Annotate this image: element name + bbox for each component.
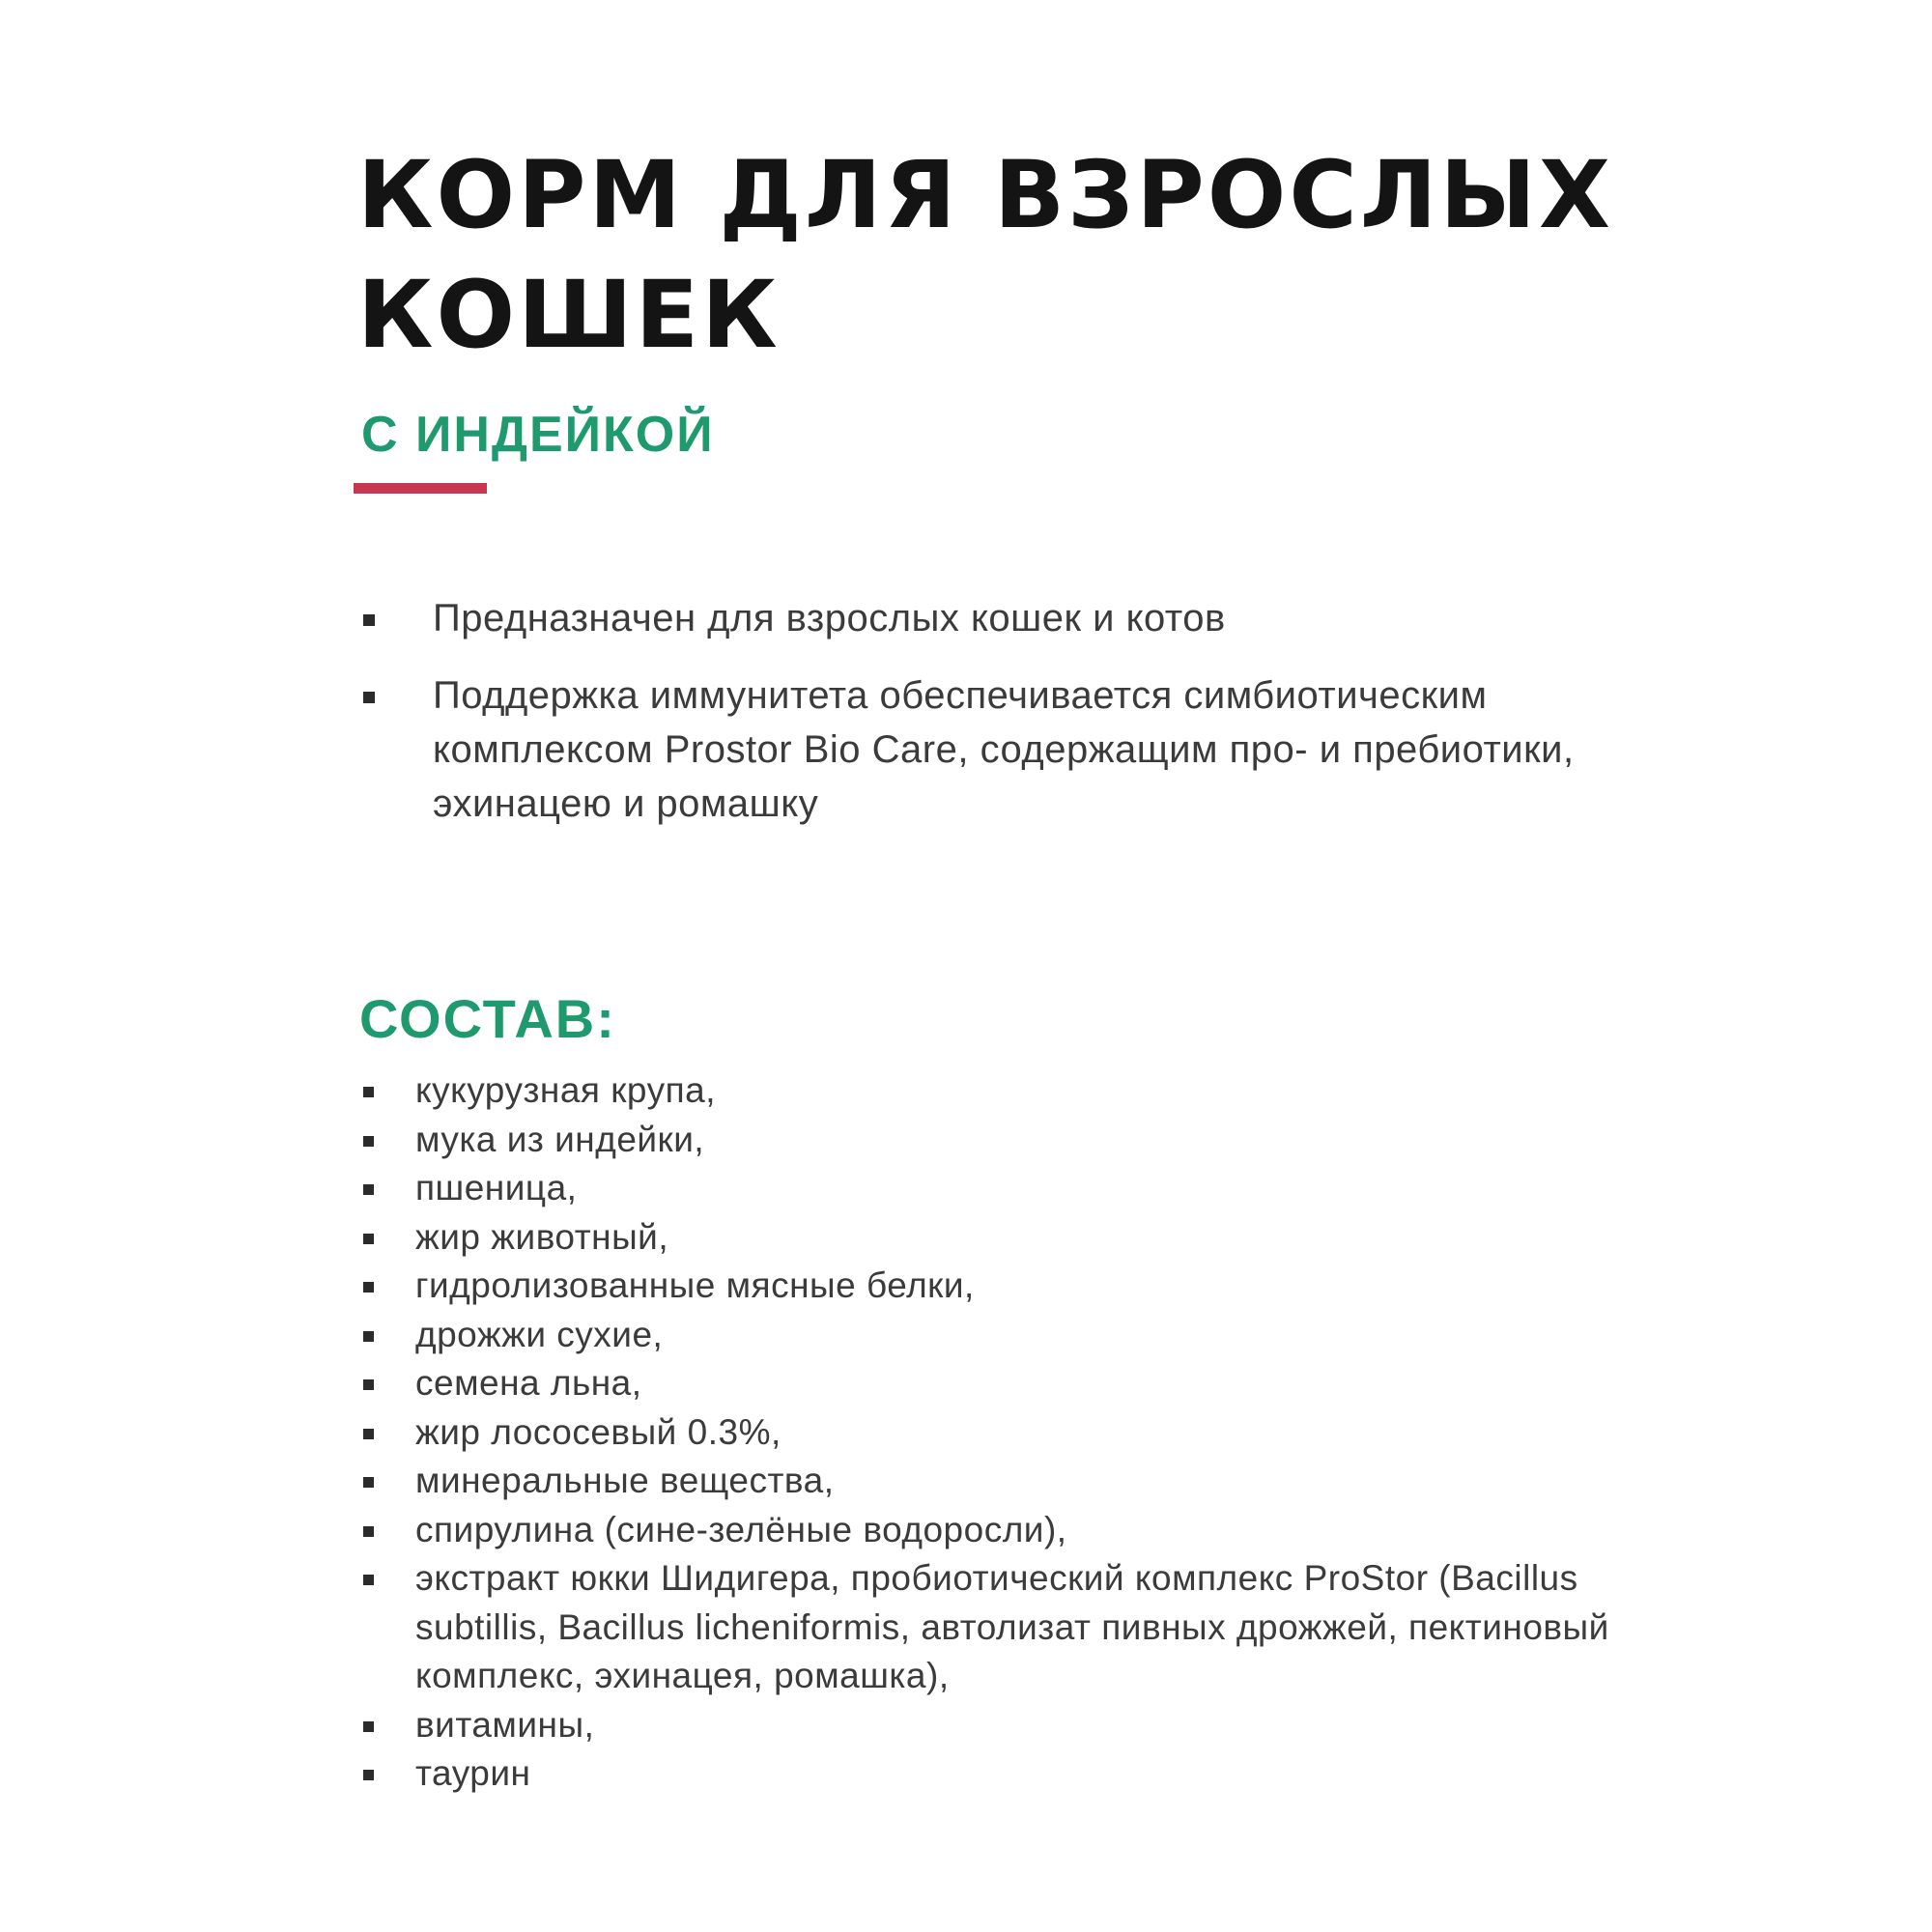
feature-item: Предназначен для взрослых кошек и котов [357, 591, 1613, 645]
composition-heading: СОСТАВ: [359, 988, 616, 1049]
ingredient-item: мука из индейки, [357, 1116, 1613, 1165]
ingredient-item: таурин [357, 1749, 1613, 1799]
ingredients-list [357, 1066, 1613, 1799]
ingredient-item: жир лососевый 0.3%, [357, 1408, 1613, 1458]
product-subtitle: С ИНДЕЙКОЙ [361, 407, 715, 463]
ingredient-item: минеральные вещества, [357, 1457, 1613, 1506]
product-title-line-1: КОРМ ДЛЯ ВЗРОСЛЫХ [357, 141, 1613, 249]
accent-divider [354, 483, 487, 494]
feature-item: Поддержка иммунитета обеспечивается симбиотическим комплексом Prostor Bio Care, содержащим про- и пребиотики, эхинацею и ромашку [357, 668, 1613, 831]
product-title [357, 135, 1613, 375]
features-list [357, 591, 1613, 854]
ingredient-item: экстракт юкки Шидигера, пробиотический комплекс ProStor (Bacillus subtillis, Bacillus licheniformis, автолизат пивных дрожжей, пектиновый комплекс, эхинацея, ромашка), [357, 1554, 1613, 1701]
ingredient-item: витамины, [357, 1701, 1613, 1750]
ingredient-item: спирулина (сине-зелёные водоросли), [357, 1506, 1613, 1555]
ingredient-item: жир животный, [357, 1213, 1613, 1263]
ingredient-item: гидролизованные мясные белки, [357, 1262, 1613, 1311]
ingredient-item: пшеница, [357, 1164, 1613, 1213]
ingredient-item: дрожжи сухие, [357, 1311, 1613, 1360]
product-title-line-2: КОШЕК [357, 261, 781, 369]
ingredient-item: кукурузная крупа, [357, 1066, 1613, 1116]
ingredient-item: семена льна, [357, 1359, 1613, 1408]
